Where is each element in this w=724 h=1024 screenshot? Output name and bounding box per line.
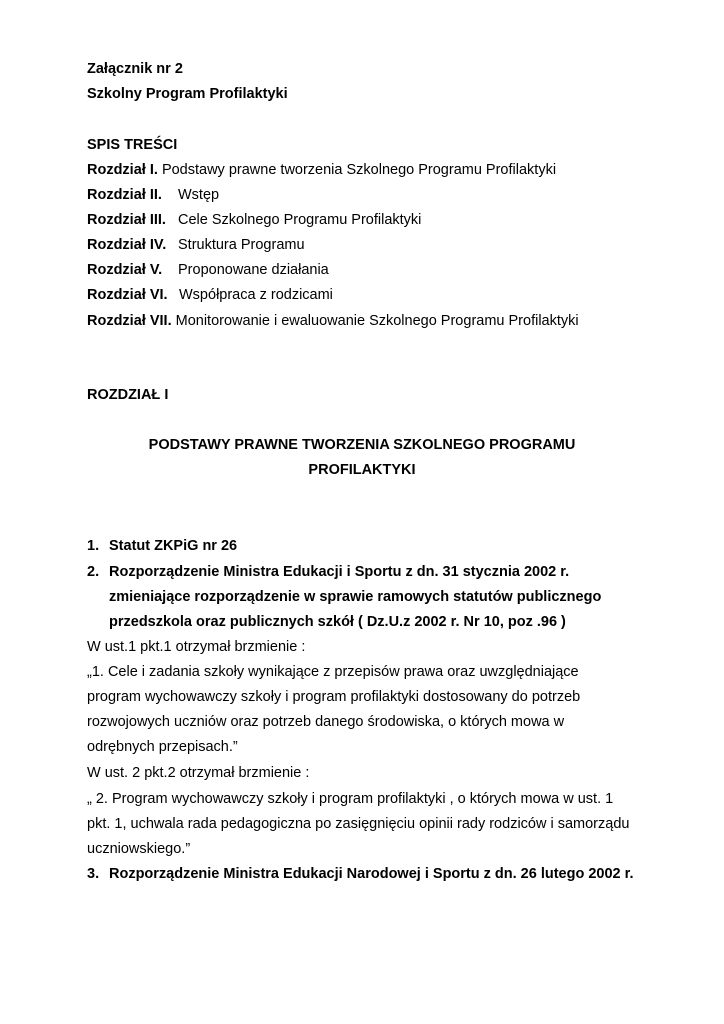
toc-item-title: Współpraca z rodzicami [179, 287, 333, 303]
item-text: Statut ZKPiG nr 26 [109, 538, 238, 554]
item-text-continuation: przedszkola oraz publicznych szkół ( Dz.U.z 2002 r. Nr 10, poz .96 ) [109, 614, 566, 630]
toc-item-title: Proponowane działania [178, 262, 329, 278]
toc-item-label: Rozdział VII. [87, 313, 172, 329]
chapter-title-line: PODSTAWY PRAWNE TWORZENIA SZKOLNEGO PROGRAMU [148, 437, 576, 453]
legal-basis-item [87, 537, 237, 555]
legal-basis-item [87, 865, 634, 883]
toc-item [87, 236, 305, 254]
quote-line: „ 2. Program wychowawczy szkoły i program profilaktyki , o których mowa w ust. 1 [87, 791, 614, 807]
quote-line: pkt. 1, uchwala rada pedagogiczna po zasięgnięciu opinii rady rodziców i samorządu [87, 816, 630, 832]
paragraph-intro: W ust.1 pkt.1 otrzymał brzmienie : [87, 639, 306, 655]
quote-line: rozwojowych uczniów oraz potrzeb danego środowiska, o których mowa w [87, 714, 565, 730]
toc-item-title: Podstawy prawne tworzenia Szkolnego Programu Profilaktyki [161, 162, 557, 178]
quote-line: „1. Cele i zadania szkoły wynikające z przepisów prawa oraz uwzględniające [87, 664, 579, 680]
toc-item [87, 312, 579, 330]
toc-item [87, 286, 333, 304]
item-text: Rozporządzenie Ministra Edukacji i Sportu z dn. 31 stycznia 2002 r. [109, 564, 570, 580]
toc-item [87, 261, 329, 279]
toc-item [87, 211, 421, 229]
toc-item-label: Rozdział I. [87, 162, 158, 178]
toc-item-label: Rozdział IV. [87, 237, 167, 253]
program-title: Szkolny Program Profilaktyki [87, 86, 288, 102]
chapter-label: ROZDZIAŁ I [87, 387, 169, 403]
toc-item-label: Rozdział II. [87, 187, 162, 203]
item-text-continuation: zmieniające rozporządzenie w sprawie ramowych statutów publicznego [109, 589, 602, 605]
paragraph-intro: W ust. 2 pkt.2 otrzymał brzmienie : [87, 765, 310, 781]
toc-item-label: Rozdział V. [87, 262, 163, 278]
toc-item-label: Rozdział VI. [87, 287, 168, 303]
legal-basis-item [87, 563, 569, 581]
quote-line: uczniowskiego.” [87, 841, 191, 857]
chapter-title-line: PROFILAKTYKI [308, 462, 416, 478]
item-text: Rozporządzenie Ministra Edukacji Narodowej i Sportu z dn. 26 lutego 2002 r. [109, 866, 634, 882]
toc-item-title: Cele Szkolnego Programu Profilaktyki [178, 212, 422, 228]
toc-item-title: Monitorowanie i ewaluowanie Szkolnego Programu Profilaktyki [175, 313, 579, 329]
annex-label: Załącznik nr 2 [87, 61, 183, 77]
toc-item [87, 161, 556, 179]
item-number: 3. [87, 866, 100, 882]
item-number: 1. [87, 538, 100, 554]
quote-line: odrębnych przepisach.” [87, 739, 238, 755]
quote-line: program wychowawczy szkoły i program profilaktyki dostosowany do potrzeb [87, 689, 581, 705]
item-number: 2. [87, 564, 100, 580]
toc-item-title: Struktura Programu [178, 237, 305, 253]
toc-heading: SPIS TREŚCI [87, 137, 178, 153]
toc-item-label: Rozdział III. [87, 212, 166, 228]
toc-item-title: Wstęp [178, 187, 220, 203]
toc-item [87, 186, 219, 204]
